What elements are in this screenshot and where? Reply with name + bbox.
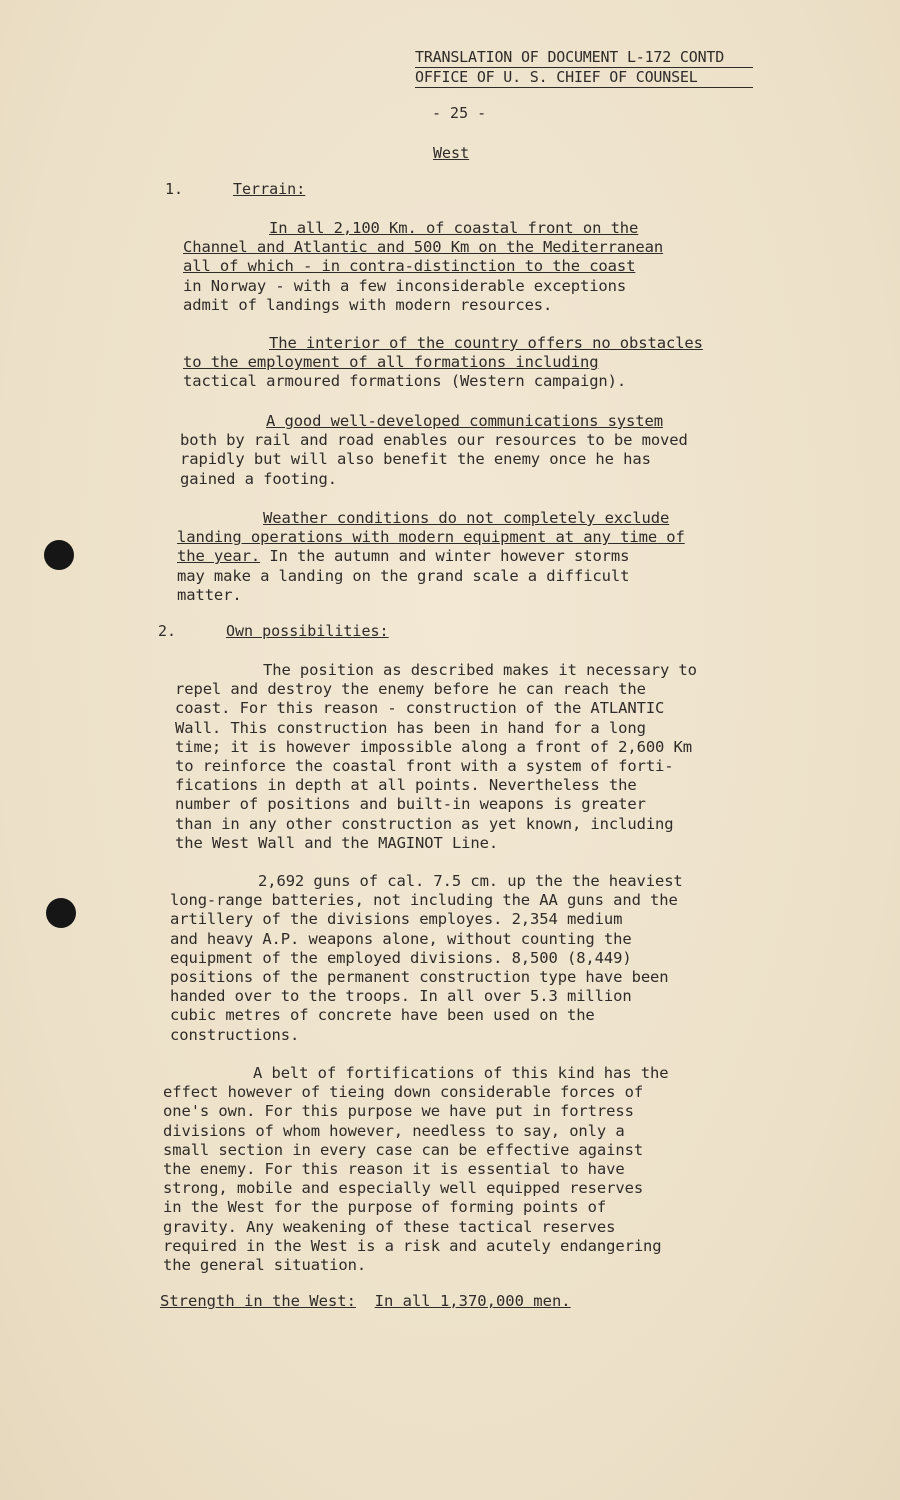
- text-line: artillery of the divisions employes. 2,354 medium: [170, 910, 623, 929]
- own-possibilities-heading: [158, 622, 389, 640]
- text-line: the West Wall and the MAGINOT Line.: [175, 833, 499, 852]
- text-line: gained a footing.: [180, 469, 337, 488]
- terrain-paragraph-1: [183, 219, 663, 315]
- text-line: Channel and Atlantic and 500 Km on the Mediterranean: [183, 238, 664, 257]
- text-line: The interior of the country offers no obstacles: [269, 334, 703, 352]
- strength-value: In all 1,370,000 men.: [374, 1292, 571, 1310]
- strength-line: [160, 1292, 571, 1310]
- text-line: landing operations with modern equipment at any time of: [177, 528, 685, 547]
- text-line: gravity. Any weakening of these tactical reserves: [163, 1217, 616, 1236]
- terrain-number: 1.: [165, 180, 184, 198]
- text-line: and heavy A.P. weapons alone, without counting the: [170, 929, 632, 948]
- text-line: repel and destroy the enemy before he can reach the: [175, 680, 646, 699]
- text-line: A belt of fortifications of this kind has the: [253, 1064, 669, 1082]
- strength-label: Strength in the West:: [160, 1292, 356, 1310]
- text-line: effect however of tieing down considerable forces of: [163, 1083, 644, 1102]
- text-line: Weather conditions do not completely exclude: [263, 509, 670, 527]
- text-line: fications in depth at all points. Nevertheless the: [175, 776, 637, 795]
- text-line: equipment of the employed divisions. 8,500 (8,449): [170, 948, 632, 967]
- text-line: 2,692 guns of cal. 7.5 cm. up the the heaviest: [258, 872, 683, 890]
- text-line: long-range batteries, not including the AA guns and the: [170, 891, 678, 910]
- section-title: West: [433, 144, 470, 162]
- header-line-1: TRANSLATION OF DOCUMENT L-172 CONTD: [415, 48, 753, 68]
- text-line: rapidly but will also benefit the enemy once he has: [180, 450, 651, 469]
- text-line: in Norway - with a few inconsiderable exceptions: [183, 276, 627, 295]
- text-line: all of which - in contra-distinction to the coast: [183, 257, 636, 276]
- text-line: handed over to the troops. In all over 5.3 million: [170, 987, 632, 1006]
- text-line: one's own. For this purpose we have put in fortress: [163, 1102, 634, 1121]
- text-line: matter.: [177, 585, 242, 604]
- own-paragraph-3: [163, 1064, 668, 1275]
- text-line: In all 2,100 Km. of coastal front on the: [269, 219, 639, 237]
- text-line: Wall. This construction has been in hand for a long: [175, 718, 646, 737]
- own-paragraph-1: [175, 661, 697, 853]
- text-line: the year.: [177, 547, 261, 566]
- text-line: admit of landings with modern resources.: [183, 295, 553, 314]
- terrain-paragraph-2: [183, 334, 703, 392]
- text-line: constructions.: [170, 1025, 300, 1044]
- text-line: time; it is however impossible along a front of 2,600 Km: [175, 737, 692, 756]
- page-number: - 25 -: [432, 104, 487, 122]
- text-line: cubic metres of concrete have been used on the: [170, 1006, 595, 1025]
- own-possibilities-number: 2.: [158, 622, 177, 640]
- header-line-2: OFFICE OF U. S. CHIEF OF COUNSEL: [415, 68, 753, 88]
- text-line: than in any other construction as yet known, including: [175, 814, 674, 833]
- text-line: small section in every case can be effective against: [163, 1140, 644, 1159]
- text-line: tactical armoured formations (Western campaign).: [183, 372, 627, 391]
- text-line: both by rail and road enables our resources to be moved: [180, 431, 688, 450]
- terrain-paragraph-4: [177, 509, 685, 605]
- punch-hole: [44, 540, 74, 570]
- terrain-paragraph-3: [180, 412, 688, 489]
- text-line: the general situation.: [163, 1256, 367, 1275]
- terrain-heading: [165, 180, 305, 198]
- punch-hole: [46, 898, 76, 928]
- terrain-title: Terrain:: [233, 180, 306, 198]
- text-line: to reinforce the coastal front with a system of forti-: [175, 757, 674, 776]
- document-header: [415, 48, 753, 88]
- text-line: strong, mobile and especially well equipped reserves: [163, 1179, 644, 1198]
- text-line: divisions of whom however, needless to say, only a: [163, 1121, 625, 1140]
- text-line: the enemy. For this reason it is essential to have: [163, 1160, 625, 1179]
- text-line: The position as described makes it necessary to: [263, 661, 697, 679]
- text-line: may make a landing on the grand scale a difficult: [177, 566, 630, 585]
- text-line: positions of the permanent construction type have been: [170, 968, 669, 987]
- text-line: required in the West is a risk and acutely endangering: [163, 1236, 662, 1255]
- text-line: number of positions and built-in weapons is greater: [175, 795, 646, 814]
- text-line: in the West for the purpose of forming points of: [163, 1198, 607, 1217]
- own-possibilities-title: Own possibilities:: [226, 622, 389, 640]
- own-paragraph-2: [170, 872, 683, 1045]
- text-line: coast. For this reason - construction of the ATLANTIC: [175, 699, 665, 718]
- text-line: A good well-developed communications system: [266, 412, 663, 430]
- text-line: to the employment of all formations including: [183, 353, 599, 372]
- text-line: In the autumn and winter however storms: [260, 547, 630, 566]
